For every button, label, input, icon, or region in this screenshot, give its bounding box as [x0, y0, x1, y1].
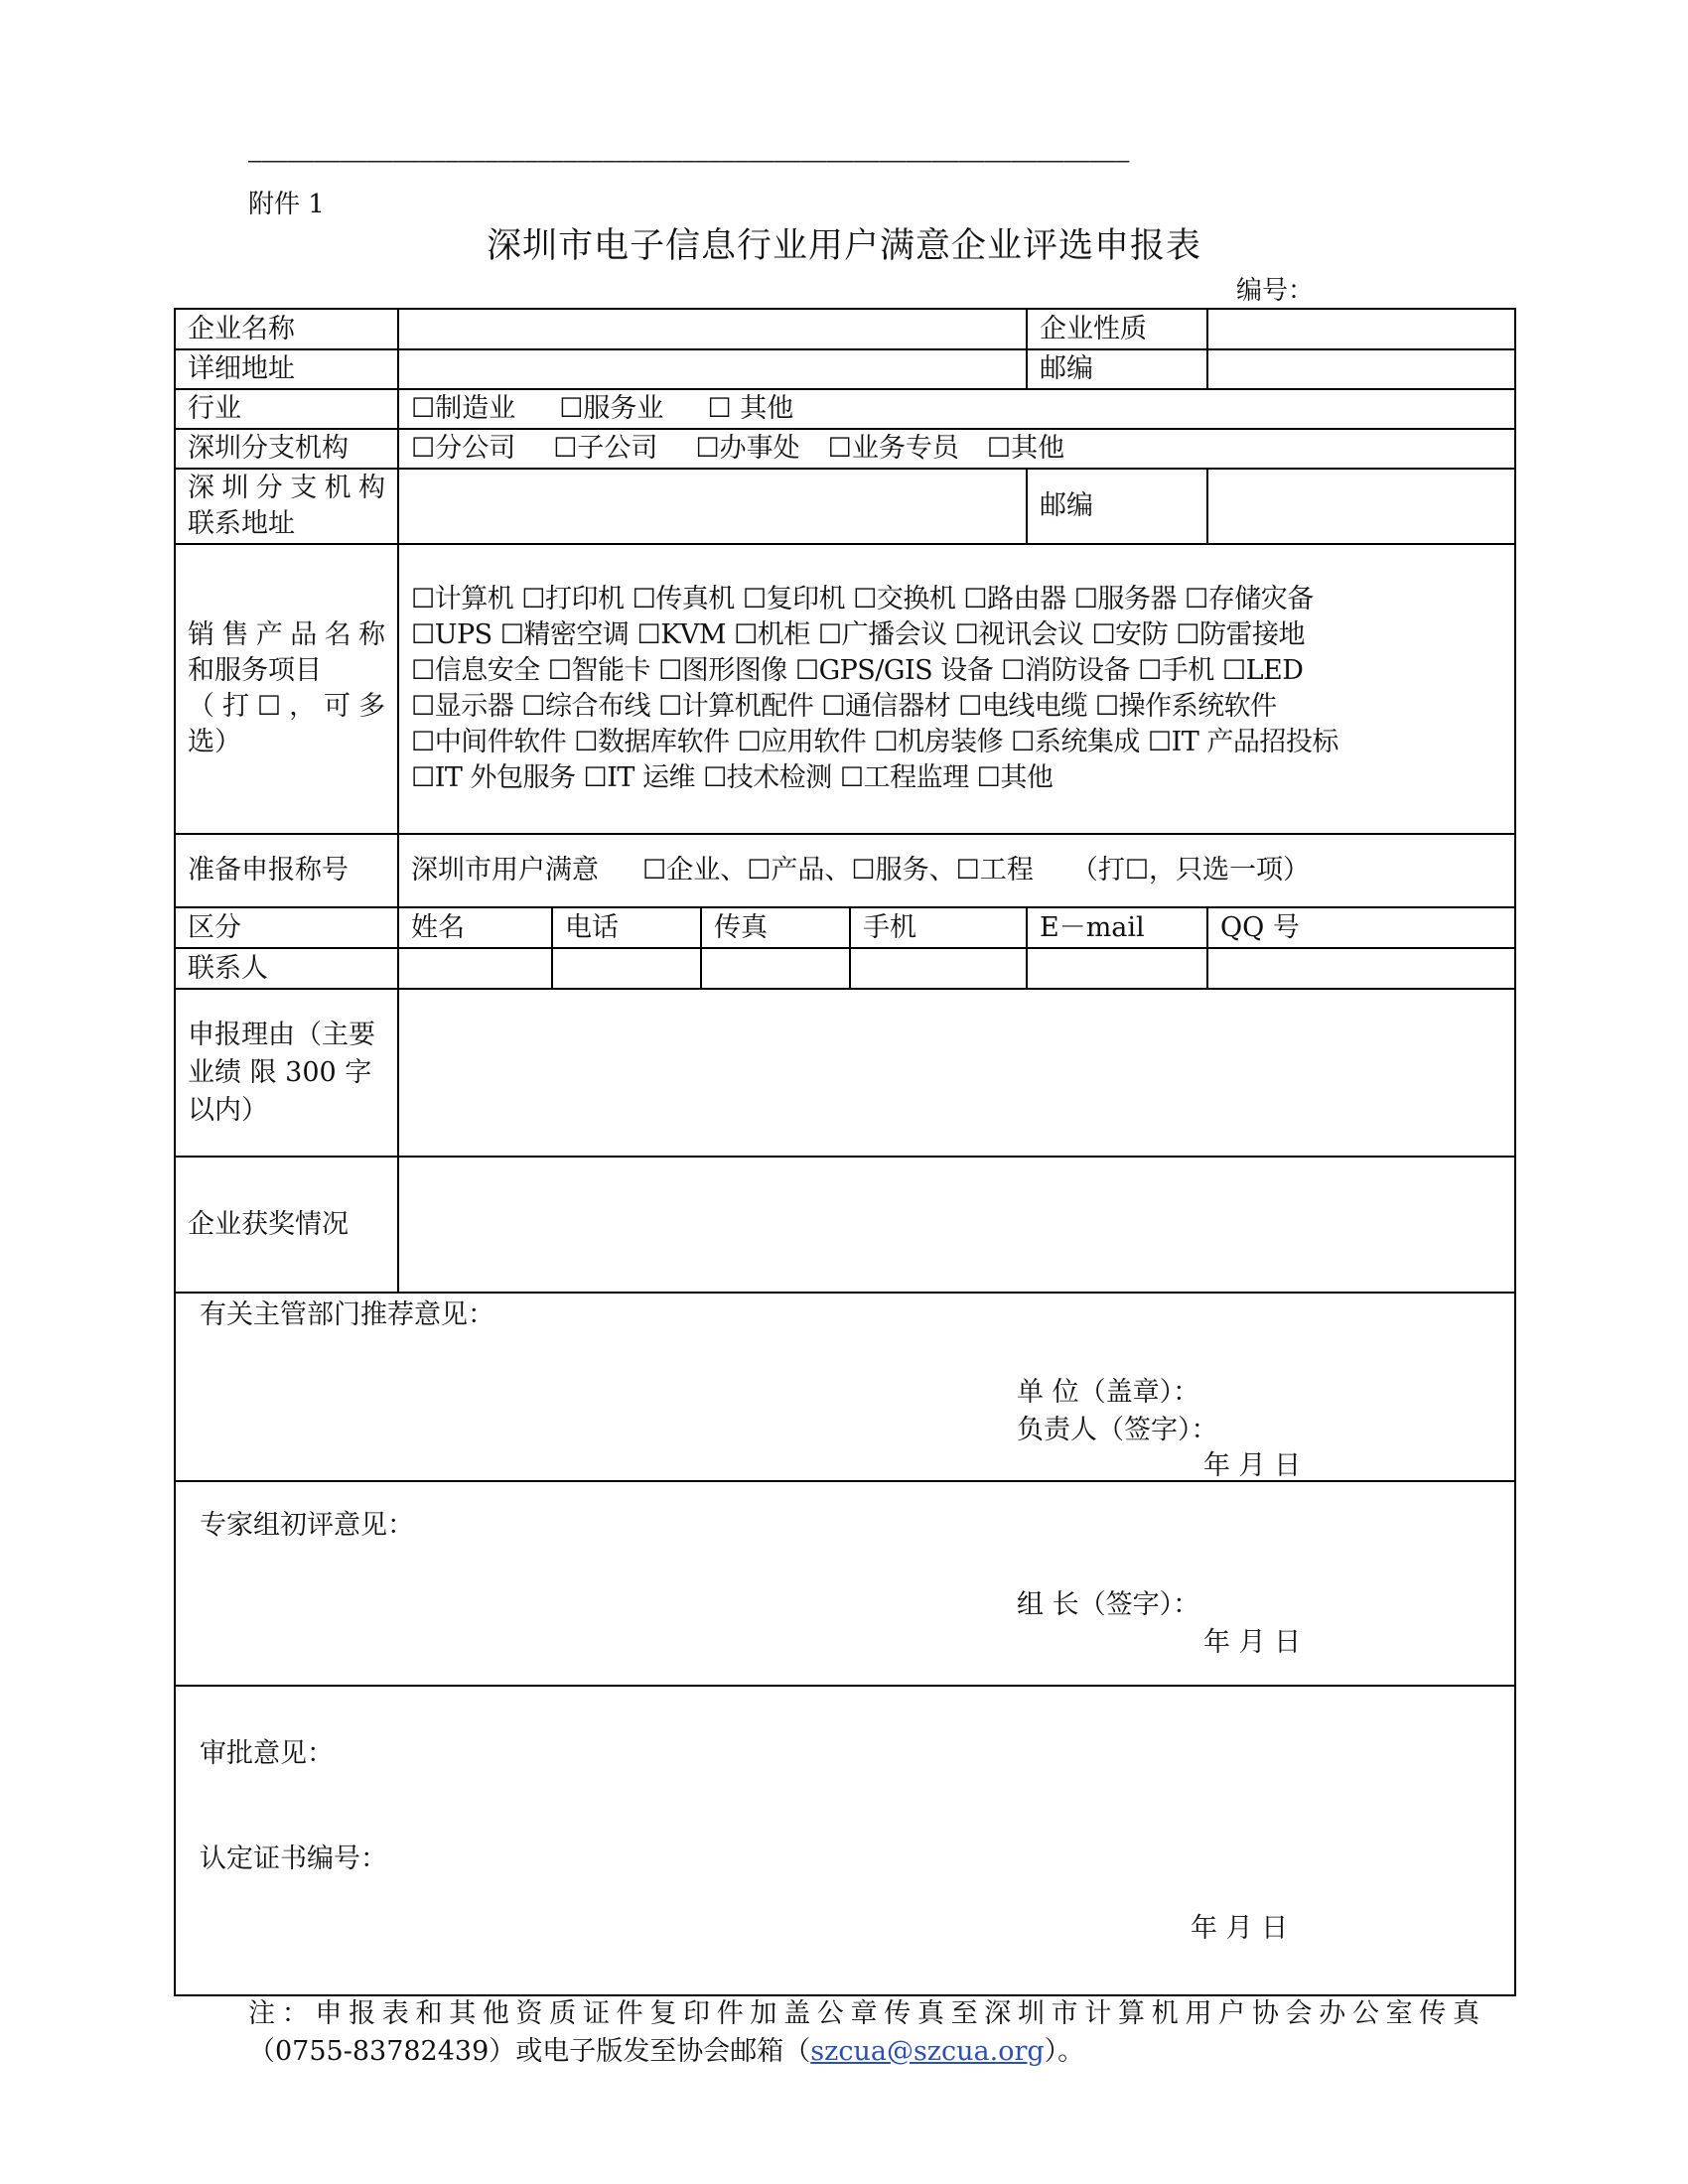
expert-leader-label: 组 长（签字）： [1017, 1589, 1200, 1620]
branch-option-subsidiary[interactable]: ☐子公司 [553, 433, 658, 464]
products-options [398, 544, 1515, 834]
expert-opinion-label: 专家组初评意见： [200, 1510, 414, 1541]
approval-date: 年 月 日 [1191, 1913, 1289, 1944]
products-label-line4: 选） [188, 727, 241, 757]
branch-option-branch-office[interactable]: ☐分公司 [411, 433, 516, 464]
address-label: 详细地址 [175, 349, 398, 389]
contact-name-field[interactable] [398, 948, 552, 989]
contact-mobile-field[interactable] [850, 948, 1027, 989]
attachment-label: 附件 1 [248, 190, 325, 219]
footnote-fax-text: （0755-83782439）或电子版发至协会邮箱（ [248, 2036, 811, 2067]
title-prefix: 深圳市用户满意 [411, 855, 599, 886]
branch-address-label [175, 469, 398, 544]
products-label [175, 544, 398, 834]
industry-option-service[interactable]: ☐服务业 [559, 393, 664, 424]
products-label-line1: 销售产品名称 [188, 619, 385, 650]
postcode2-label: 邮编 [1027, 469, 1207, 544]
approval-box[interactable] [175, 1686, 1515, 1995]
postcode-label: 邮编 [1027, 349, 1207, 389]
certificate-label: 认定证书编号： [200, 1843, 387, 1874]
products-label-line2: 和服务项目 [188, 655, 322, 686]
expert-opinion-box[interactable] [175, 1481, 1515, 1686]
footnote-end: ）。 [1044, 2036, 1085, 2067]
reason-label-line2: 业绩 限 300 字 [188, 1056, 372, 1088]
contact-header-phone: 电话 [552, 907, 701, 948]
awards-label: 企业获奖情况 [175, 1157, 398, 1293]
contact-header-name: 姓名 [398, 907, 552, 948]
branch-address-label-line1: 深圳分支机构 [188, 473, 385, 503]
industry-options [398, 389, 1515, 429]
dept-opinion-label: 有关主管部门推荐意见： [200, 1299, 494, 1330]
contact-fax-field[interactable] [701, 948, 850, 989]
product-line[interactable]: ☐中间件软件 ☐数据库软件 ☐应用软件 ☐机房装修 ☐系统集成 ☐IT 产品招投标 [411, 727, 1338, 757]
footnote-line2 [248, 2033, 1479, 2071]
contact-header-category: 区分 [175, 907, 398, 948]
footnote-line1: 注：申报表和其他资质证件复印件加盖公章传真至深圳市计算机用户协会办公室传真 [248, 1998, 1479, 2029]
company-name-label: 企业名称 [175, 309, 398, 349]
reason-label-line1: 申报理由（主要 [188, 1019, 375, 1050]
contact-header-email: E－mail [1027, 907, 1207, 948]
address-field[interactable] [398, 349, 1027, 389]
form-title: 深圳市电子信息行业用户满意企业评选申报表 [486, 226, 1201, 266]
title-hint: （打☐，只选一项） [1070, 855, 1311, 886]
expert-date: 年 月 日 [1203, 1627, 1302, 1658]
product-line[interactable]: ☐IT 外包服务 ☐IT 运维 ☐技术检测 ☐工程监理 ☐其他 [411, 762, 1054, 793]
awards-field[interactable] [398, 1157, 1515, 1293]
serial-number-label: 编号： [1236, 276, 1315, 306]
dept-opinion-box[interactable] [175, 1293, 1515, 1481]
company-name-field[interactable] [398, 309, 1027, 349]
reason-field[interactable] [398, 989, 1515, 1157]
industry-label: 行业 [175, 389, 398, 429]
application-form [174, 308, 1516, 1996]
footnote [248, 1995, 1479, 2071]
reason-label-line3: 以内） [188, 1094, 268, 1126]
branch-option-agent[interactable]: ☐业务专员 [827, 433, 959, 464]
contact-header-qq: QQ 号 [1207, 907, 1515, 948]
contact-header-mobile: 手机 [850, 907, 1027, 948]
title-options[interactable]: ☐企业、☐产品、☐服务、☐工程 [642, 855, 1034, 886]
product-line[interactable]: ☐计算机 ☐打印机 ☐传真机 ☐复印机 ☐交换机 ☐路由器 ☐服务器 ☐存储灾备 [411, 584, 1314, 614]
reason-label [175, 989, 398, 1157]
contact-person-label: 联系人 [175, 948, 398, 989]
contact-phone-field[interactable] [552, 948, 701, 989]
title-apply-label: 准备申报称号 [175, 834, 398, 907]
dept-date: 年 月 日 [1203, 1450, 1302, 1481]
company-nature-field[interactable] [1207, 309, 1515, 349]
industry-option-manufacturing[interactable]: ☐制造业 [411, 393, 516, 424]
title-apply-options [398, 834, 1515, 907]
product-line[interactable]: ☐UPS ☐精密空调 ☐KVM ☐机柜 ☐广播会议 ☐视讯会议 ☐安防 ☐防雷接地 [411, 619, 1305, 650]
branch-options [398, 429, 1515, 469]
branch-address-field[interactable] [398, 469, 1027, 544]
company-nature-label: 企业性质 [1027, 309, 1207, 349]
approval-label: 审批意见： [200, 1738, 334, 1769]
contact-email-field[interactable] [1027, 948, 1207, 989]
dept-person-label: 负责人（签字）： [1017, 1415, 1218, 1445]
contact-header-fax: 传真 [701, 907, 850, 948]
dept-unit-label: 单 位（盖章）： [1017, 1377, 1200, 1408]
postcode2-field[interactable] [1207, 469, 1515, 544]
email-link[interactable]: szcua@szcua.org [810, 2036, 1045, 2067]
products-label-line3: （打☐，可多 [188, 691, 385, 722]
branch-option-other[interactable]: ☐其他 [986, 433, 1065, 464]
branch-option-rep-office[interactable]: ☐办事处 [695, 433, 800, 464]
branch-address-label-line2: 联系地址 [188, 508, 295, 539]
postcode-field[interactable] [1207, 349, 1515, 389]
product-line[interactable]: ☐信息安全 ☐智能卡 ☐图形图像 ☐GPS/GIS 设备 ☐消防设备 ☐手机 ☐LED [411, 655, 1304, 686]
product-line[interactable]: ☐显示器 ☐综合布线 ☐计算机配件 ☐通信器材 ☐电线电缆 ☐操作系统软件 [411, 691, 1277, 722]
branch-label: 深圳分支机构 [175, 429, 398, 469]
contact-qq-field[interactable] [1207, 948, 1515, 989]
separator-line: ——————————————————————————————————————————————————————————————————— [248, 149, 1130, 174]
industry-option-other[interactable]: ☐ 其他 [707, 393, 794, 424]
